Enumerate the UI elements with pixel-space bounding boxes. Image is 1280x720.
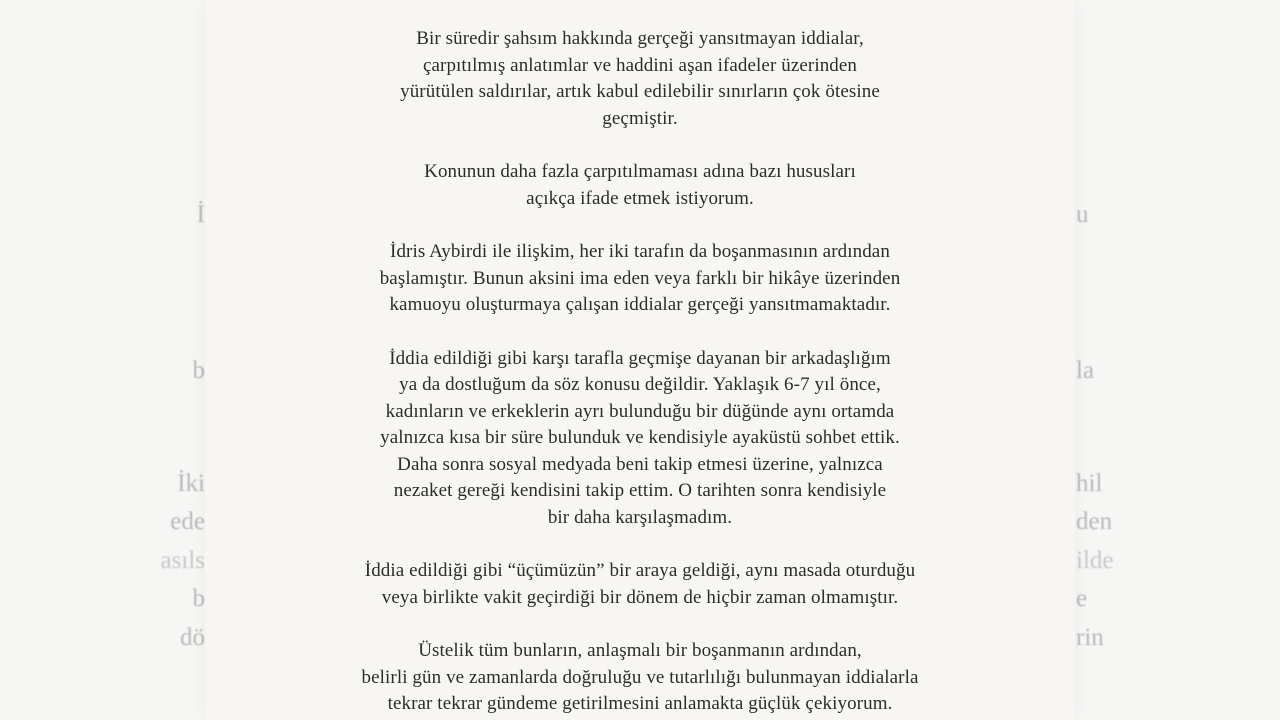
blurred-text-fragment-right: den — [1076, 508, 1113, 535]
statement-line: açıkça ifade etmek istiyorum. — [526, 187, 754, 209]
blurred-text-fragment-right: rin — [1076, 624, 1104, 651]
blurred-text-fragment-right: e — [1076, 585, 1088, 612]
statement-line: tekrar tekrar gündeme getirilmesini anlamakta güçlük çekiyorum. — [387, 693, 893, 714]
blurred-text-fragment-right: u — [1076, 201, 1089, 228]
blurred-text-fragment-left: İki — [177, 470, 205, 497]
statement-line: İddia edildiği gibi karşı tarafla geçmişe dayanan bir arkadaşlığım — [389, 347, 891, 369]
statement-line: nezaket gereği kendisini takip ettim. O tarihten sonra kendisiyle — [393, 480, 887, 501]
statement-line: Konunun daha fazla çarpıtılmaması adına bazı hususları — [424, 161, 856, 182]
statement-line: geçmiştir. — [602, 107, 678, 129]
statement-text — [205, 26, 1075, 720]
statement-line: Üstelik tüm bunların, anlaşmalı bir boşanmanın ardından, — [418, 640, 862, 661]
statement-line: İddia edildiği gibi “üçümüzün” bir araya geldiği, aynı masada oturduğu — [364, 560, 916, 581]
statement-line: yürütülen saldırılar, artık kabul edilebilir sınırların çok ötesine — [400, 81, 880, 102]
statement-paragraph — [205, 26, 1075, 132]
statement-paragraph — [205, 159, 1075, 212]
statement-line: Daha sonra sosyal medyada beni takip etmesi üzerine, yalnızca — [397, 453, 883, 475]
statement-paragraph — [205, 239, 1075, 319]
blurred-text-fragment-left: dö — [180, 624, 205, 651]
blurred-text-fragment-right: la — [1076, 357, 1095, 384]
statement-line: veya birlikte vakit geçirdiği bir dönem de hiçbir zaman olmamıştır. — [381, 586, 899, 608]
blurred-text-fragment-left: ede — [170, 508, 205, 535]
statement-paragraph — [205, 558, 1075, 611]
blurred-text-fragment-left: İ — [196, 201, 205, 228]
blurred-background-right — [1075, 0, 1280, 720]
statement-paragraph — [205, 346, 1075, 532]
statement-document — [205, 0, 1075, 720]
blurred-text-fragment-right: ilde — [1076, 547, 1114, 574]
statement-line: belirli gün ve zamanlarda doğruluğu ve tutarlılığı bulunmayan iddialarla — [361, 666, 919, 688]
statement-line: bir daha karşılaşmadım. — [547, 506, 733, 528]
blurred-background-left — [0, 0, 205, 720]
statement-line: kadınların ve erkeklerin ayrı bulunduğu bir düğünde aynı ortamda — [385, 400, 895, 422]
statement-line: çarpıtılmış anlatımlar ve haddini aşan ifadeler üzerinden — [422, 54, 858, 76]
blurred-text-fragment-left: b — [192, 585, 205, 612]
statement-line: İdris Aybirdi ile ilişkim, her iki tarafın da boşanmasının ardından — [390, 241, 890, 262]
blurred-text-fragment-right: hil — [1076, 470, 1103, 497]
blurred-text-fragment-left: b — [192, 357, 205, 384]
blurred-text-fragment-left: asıls — [160, 547, 205, 574]
statement-line: Bir süredir şahsım hakkında gerçeği yansıtmayan iddialar, — [416, 28, 864, 49]
statement-paragraph — [205, 638, 1075, 718]
statement-line: başlamıştır. Bunun aksini ima eden veya farklı bir hikâye üzerinden — [379, 267, 901, 289]
statement-line: yalnızca kısa bir süre bulunduk ve kendisiyle ayaküstü sohbet ettik. — [380, 427, 900, 448]
statement-line: ya da dostluğum da söz konusu değildir. Yaklaşık 6-7 yıl önce, — [399, 374, 881, 395]
statement-line: kamuoyu oluşturmaya çalışan iddialar gerçeği yansıtmamaktadır. — [389, 294, 891, 315]
